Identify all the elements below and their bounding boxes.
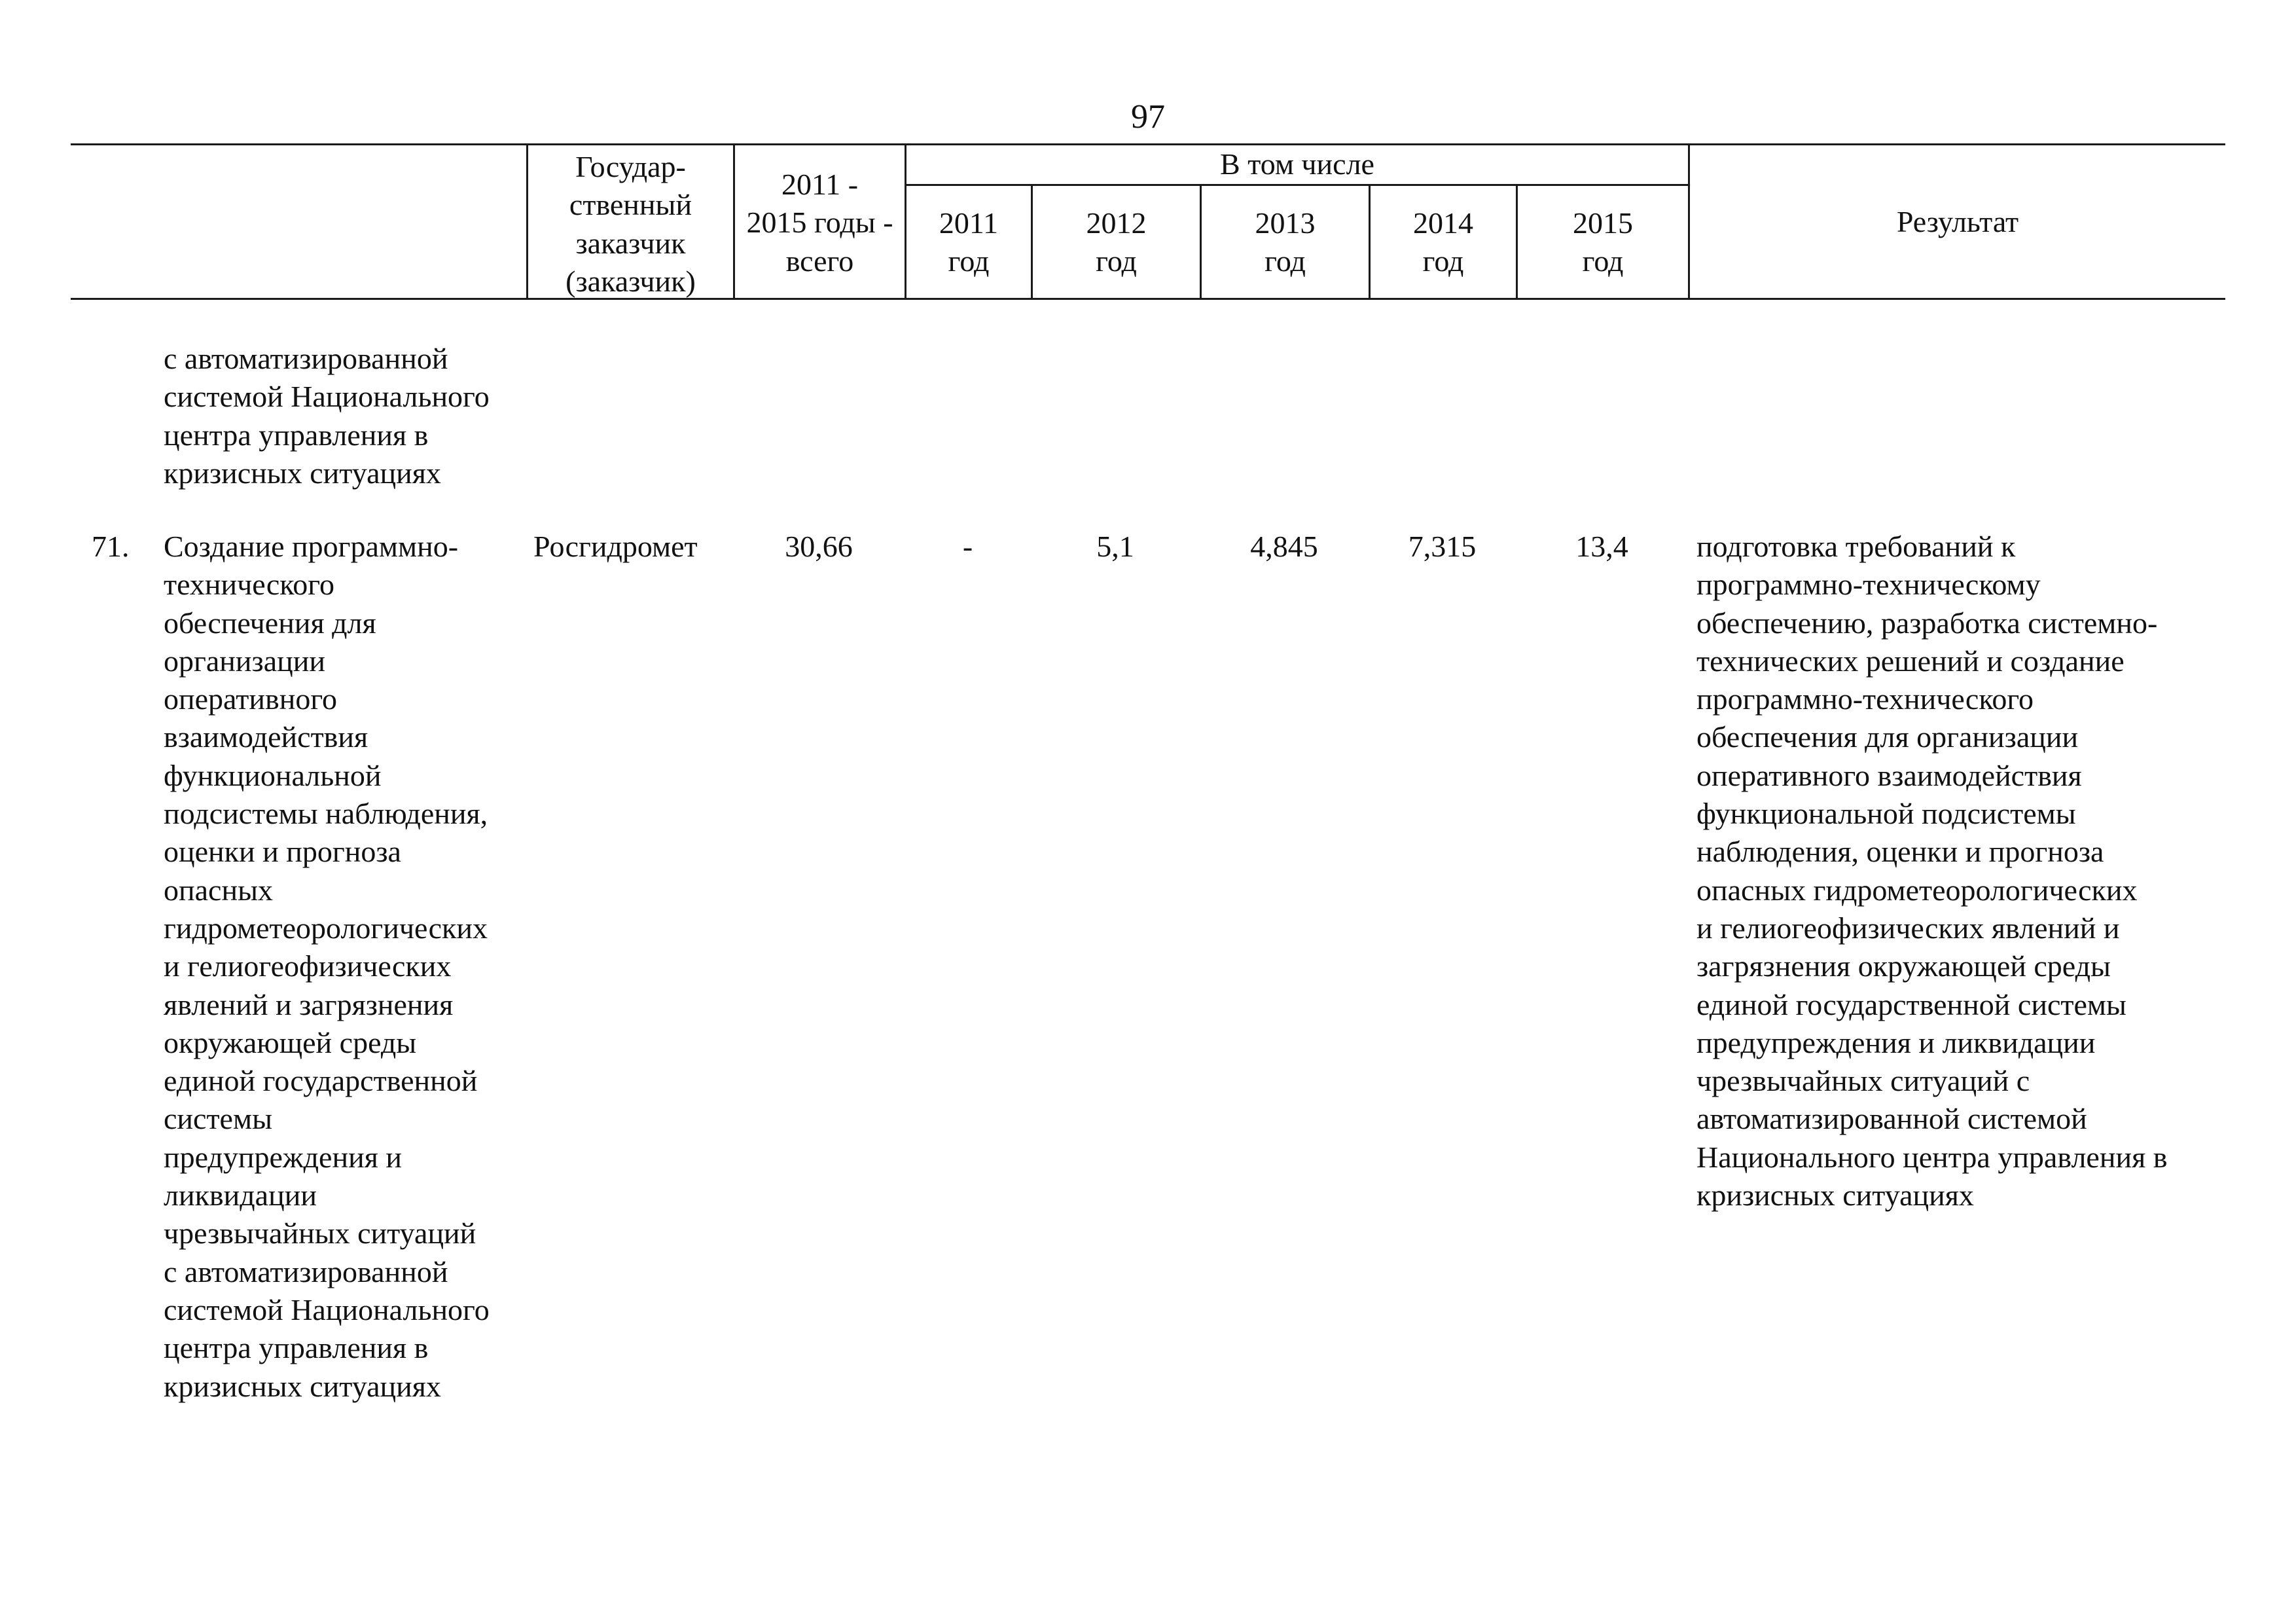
row-result-line: программно-технического bbox=[1696, 682, 2034, 716]
header-customer bbox=[528, 148, 733, 301]
header-year-unit: год bbox=[1096, 244, 1137, 278]
row-total: 30,66 bbox=[785, 530, 853, 563]
row-value-2013: 4,845 bbox=[1250, 530, 1318, 563]
continuation-line: кризисных ситуациях bbox=[164, 456, 441, 490]
row-name-line: центра управления в bbox=[164, 1331, 429, 1365]
page-number: 97 bbox=[1131, 98, 1165, 136]
header-year-unit: год bbox=[1582, 244, 1624, 278]
header-year-label: 2015 bbox=[1573, 206, 1633, 240]
row-name-line: и гелиогеофизических bbox=[164, 949, 452, 983]
row-value-2014: 7,315 bbox=[1408, 530, 1477, 563]
row-name-line: опасных bbox=[164, 873, 273, 907]
row-name-line: единой государственной bbox=[164, 1064, 478, 1098]
row-name-line: предупреждения и bbox=[164, 1140, 402, 1174]
row-result-line: функциональной подсистемы bbox=[1696, 797, 2076, 831]
header-year-2015 bbox=[1518, 204, 1688, 281]
header-customer-line: заказчик bbox=[575, 226, 686, 260]
header-bottom-rule bbox=[71, 298, 2225, 300]
row-value-2011: - bbox=[962, 530, 973, 563]
header-year-2011 bbox=[906, 204, 1031, 281]
row-result-line: обеспечения для организации bbox=[1696, 720, 2079, 754]
header-total-line: всего bbox=[785, 244, 854, 278]
row-name-line: обеспечения для bbox=[164, 606, 376, 640]
header-year-label: 2012 bbox=[1086, 206, 1147, 240]
row-name-line: ликвидации bbox=[164, 1178, 317, 1213]
row-value-2015: 13,4 bbox=[1575, 530, 1628, 563]
row-name-line: явлений и загрязнения bbox=[164, 987, 454, 1021]
header-year-unit: год bbox=[1265, 244, 1306, 278]
row-name-line: оперативного bbox=[164, 682, 338, 716]
continuation-line: с автоматизированной bbox=[164, 342, 448, 375]
row-name-line: кризисных ситуациях bbox=[164, 1369, 441, 1403]
row-name bbox=[164, 528, 490, 1406]
row-number: 71. bbox=[92, 530, 130, 563]
row-name-line: оценки и прогноза bbox=[164, 835, 401, 869]
row-result-line: кризисных ситуациях bbox=[1696, 1178, 1974, 1213]
row-result-line: и гелиогеофизических явлений и bbox=[1696, 911, 2120, 945]
continuation-line: системой Национального bbox=[164, 380, 490, 414]
row-result-line: программно-техническому bbox=[1696, 568, 2041, 602]
row-result-line: технических решений и создание bbox=[1696, 644, 2125, 678]
header-year-unit: год bbox=[1422, 244, 1464, 278]
header-customer-line: (заказчик) bbox=[565, 264, 696, 298]
row-name-line: подсистемы наблюдения, bbox=[164, 797, 488, 831]
row-result bbox=[1696, 528, 2167, 1214]
header-total-line: 2011 - bbox=[781, 168, 859, 201]
row-name-line: организации bbox=[164, 644, 325, 678]
row-result-line: оперативного взаимодействия bbox=[1696, 758, 2082, 792]
row-name-line: с автоматизированной bbox=[164, 1254, 448, 1288]
row-result-line: предупреждения и ликвидации bbox=[1696, 1025, 2096, 1059]
row-result-line: Национального центра управления в bbox=[1696, 1140, 2168, 1174]
row-result-line: наблюдения, оценки и прогноза bbox=[1696, 835, 2104, 869]
header-year-2013 bbox=[1202, 204, 1369, 281]
header-year-2012 bbox=[1033, 204, 1200, 281]
row-name-line: системы bbox=[164, 1102, 272, 1136]
row-name-line: функциональной bbox=[164, 758, 382, 792]
header-total-line: 2015 годы - bbox=[746, 206, 893, 240]
row-name-line: гидрометеорологических bbox=[164, 911, 488, 945]
continuation-line: центра управления в bbox=[164, 418, 429, 452]
header-year-label: 2013 bbox=[1255, 206, 1316, 240]
row-value-2012: 5,1 bbox=[1096, 530, 1134, 563]
row-name-line: Создание программно- bbox=[164, 530, 459, 563]
continuation-text bbox=[164, 340, 490, 492]
row-result-line: подготовка требований к bbox=[1696, 530, 2016, 563]
header-year-label: 2011 bbox=[939, 206, 999, 240]
header-year-label: 2014 bbox=[1413, 206, 1473, 240]
row-result-line: автоматизированной системой bbox=[1696, 1102, 2087, 1136]
row-result-line: чрезвычайных ситуаций с bbox=[1696, 1064, 2030, 1098]
row-result-line: загрязнения окружающей среды bbox=[1696, 949, 2111, 983]
row-customer: Росгидромет bbox=[533, 530, 698, 563]
including-subheader-rule bbox=[905, 184, 1690, 186]
row-result-line: единой государственной системы bbox=[1696, 987, 2126, 1021]
header-result: Результат bbox=[1896, 205, 2019, 238]
header-customer-line: ственный bbox=[569, 188, 692, 222]
row-name-line: технического bbox=[164, 568, 334, 602]
header-customer-line: Государ- bbox=[575, 150, 686, 183]
header-year-unit: год bbox=[948, 244, 990, 278]
row-result-line: опасных гидрометеорологических bbox=[1696, 873, 2138, 907]
row-name-line: взаимодействия bbox=[164, 720, 368, 754]
header-including: В том числе bbox=[1220, 147, 1374, 181]
row-result-line: обеспечению, разработка системно- bbox=[1696, 606, 2158, 640]
row-name-line: системой Национального bbox=[164, 1292, 490, 1326]
row-name-line: окружающей среды bbox=[164, 1025, 417, 1059]
header-total bbox=[735, 166, 905, 280]
row-name-line: чрезвычайных ситуаций bbox=[164, 1216, 476, 1250]
header-year-2014 bbox=[1371, 204, 1516, 281]
